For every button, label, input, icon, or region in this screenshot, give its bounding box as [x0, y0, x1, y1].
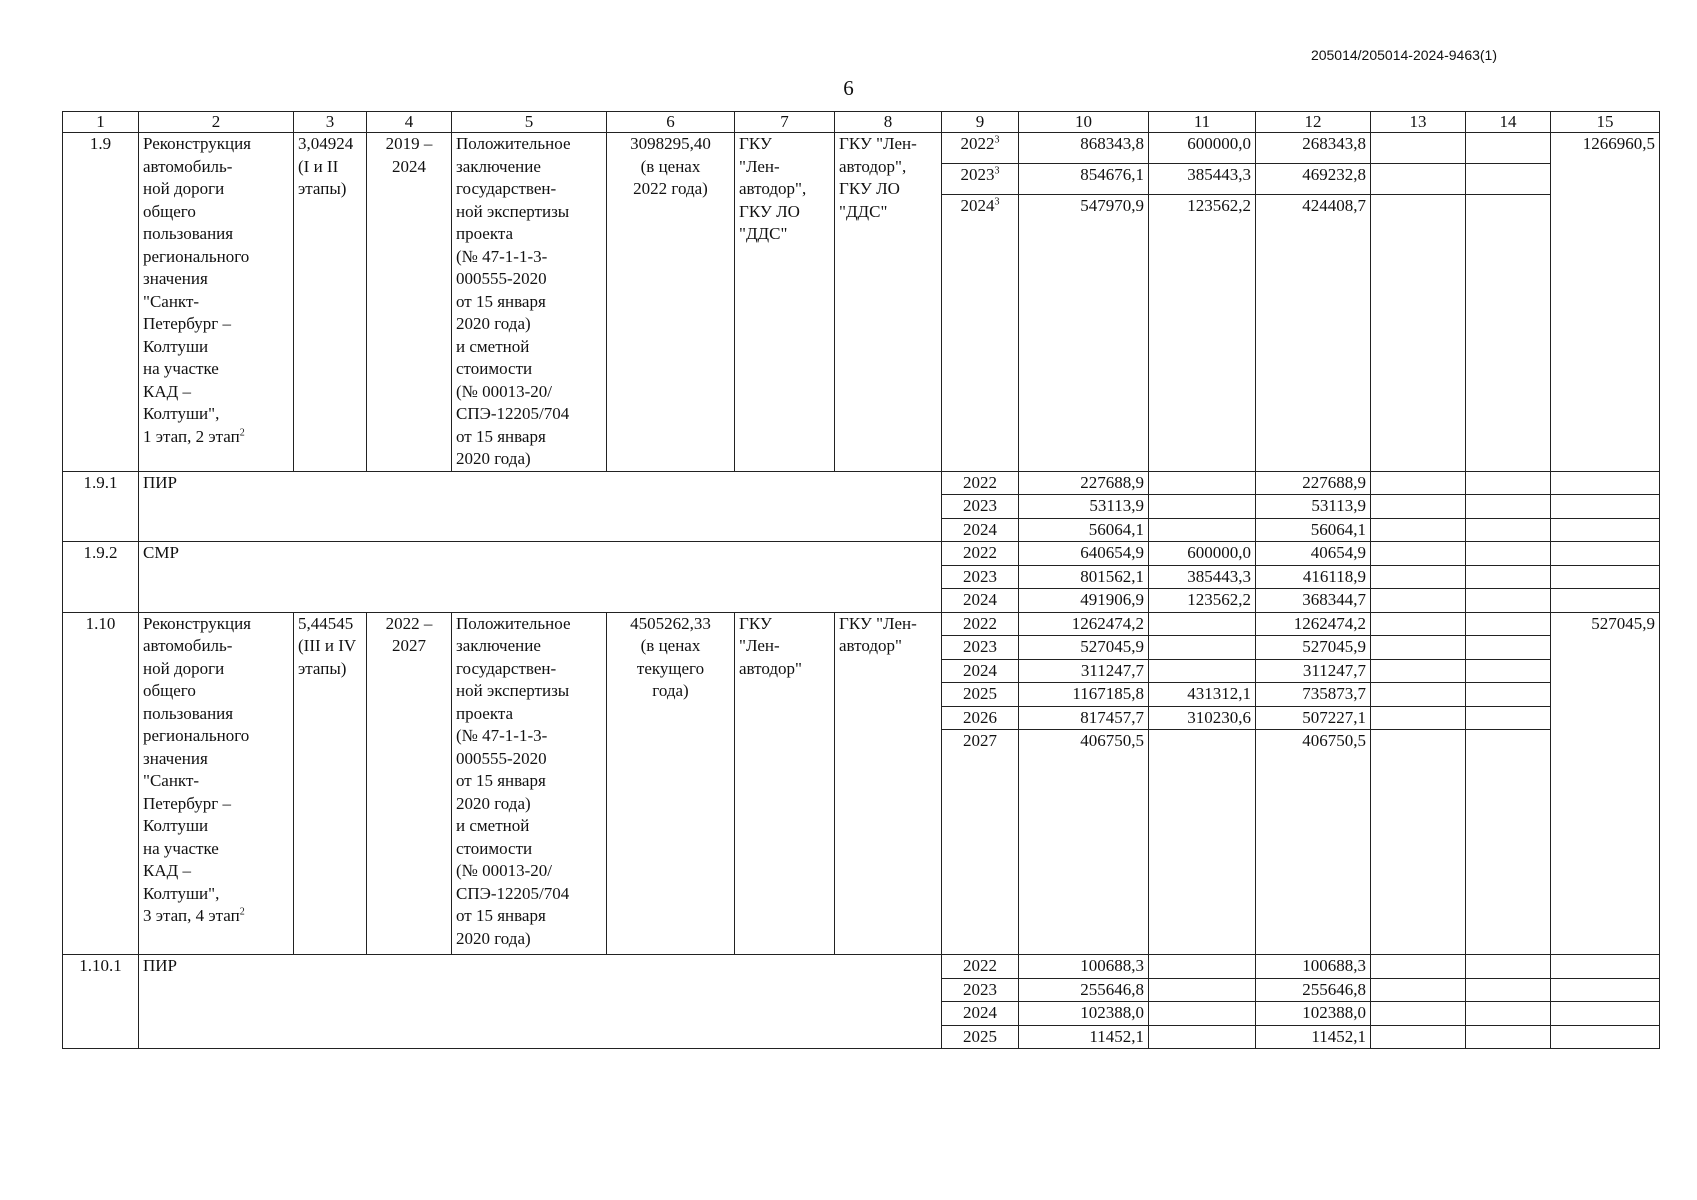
total-value: 406750,5 — [1019, 730, 1149, 955]
year-cell — [942, 978, 1019, 1002]
item-number: 1.10 — [63, 612, 139, 955]
footnote-mark: 3 — [994, 195, 1000, 207]
total-value: 817457,7 — [1019, 706, 1149, 730]
column-number: 6 — [607, 112, 735, 133]
regional-value: 268343,8 — [1256, 133, 1371, 164]
col14-value — [1466, 565, 1551, 589]
federal-value — [1149, 518, 1256, 542]
federal-value — [1149, 495, 1256, 519]
year-cell — [942, 659, 1019, 683]
regional-value: 255646,8 — [1256, 978, 1371, 1002]
item-number: 1.10.1 — [63, 955, 139, 1049]
year-value: 2022 — [963, 543, 997, 562]
col13-value — [1371, 589, 1466, 613]
document-id: 205014/205014-2024-9463(1) — [1310, 47, 1497, 63]
table-row — [63, 471, 1660, 495]
regional-value: 507227,1 — [1256, 706, 1371, 730]
regional-value: 102388,0 — [1256, 1002, 1371, 1026]
footnote-mark: 2 — [239, 426, 245, 438]
col14-value — [1466, 1002, 1551, 1026]
col13-value — [1371, 565, 1466, 589]
regional-value: 416118,9 — [1256, 565, 1371, 589]
item-col15 — [1551, 495, 1660, 519]
item-name — [139, 612, 294, 955]
regional-value: 527045,9 — [1256, 636, 1371, 660]
item-col15 — [1551, 589, 1660, 613]
table-row — [63, 612, 1660, 636]
item-col15: 527045,9 — [1551, 612, 1660, 955]
footnote-mark: 3 — [994, 165, 1000, 177]
col13-value — [1371, 683, 1466, 707]
item-name: СМР — [139, 542, 942, 613]
item-period: 2022 – 2027 — [367, 612, 452, 955]
col14-value — [1466, 589, 1551, 613]
federal-value: 600000,0 — [1149, 542, 1256, 566]
table-row — [63, 133, 1660, 164]
year-cell — [942, 495, 1019, 519]
item-number: 1.9.2 — [63, 542, 139, 613]
federal-value — [1149, 955, 1256, 979]
table-row — [63, 542, 1660, 566]
federal-value — [1149, 612, 1256, 636]
item-name: ПИР — [139, 955, 942, 1049]
year-cell — [942, 542, 1019, 566]
investment-table — [62, 111, 1660, 1049]
col13-value — [1371, 471, 1466, 495]
federal-value — [1149, 978, 1256, 1002]
item-number: 1.9 — [63, 133, 139, 472]
item-customer: ГКУ "Лен- автодор" — [735, 612, 835, 955]
item-cost: 3098295,40 (в ценах 2022 года) — [607, 133, 735, 472]
item-name-text: Реконструкция автомобиль- ной дороги общего пользования регионального значения "Санкт- Петербург – Колтуши на участке КАД – Колтуши", 1 этап, 2 этап — [143, 134, 252, 446]
regional-value: 311247,7 — [1256, 659, 1371, 683]
col14-value — [1466, 542, 1551, 566]
col13-value — [1371, 194, 1466, 471]
item-col15 — [1551, 542, 1660, 566]
col14-value — [1466, 1025, 1551, 1049]
item-col15 — [1551, 955, 1660, 979]
federal-value: 310230,6 — [1149, 706, 1256, 730]
item-col15 — [1551, 978, 1660, 1002]
year-cell — [942, 133, 1019, 164]
col13-value — [1371, 1025, 1466, 1049]
column-number: 4 — [367, 112, 452, 133]
federal-value — [1149, 471, 1256, 495]
federal-value — [1149, 1025, 1256, 1049]
col13-value — [1371, 659, 1466, 683]
column-number: 9 — [942, 112, 1019, 133]
year-value: 2024 — [963, 590, 997, 609]
year-cell — [942, 1002, 1019, 1026]
item-col15 — [1551, 518, 1660, 542]
regional-value: 1262474,2 — [1256, 612, 1371, 636]
total-value: 1262474,2 — [1019, 612, 1149, 636]
col14-value — [1466, 659, 1551, 683]
col14-value — [1466, 194, 1551, 471]
col13-value — [1371, 612, 1466, 636]
year-value: 2024 — [963, 519, 997, 539]
federal-value: 385443,3 — [1149, 163, 1256, 194]
total-value: 527045,9 — [1019, 636, 1149, 660]
col13-value — [1371, 1002, 1466, 1026]
column-number: 3 — [294, 112, 367, 133]
col14-value — [1466, 495, 1551, 519]
year-value: 2024 — [963, 1003, 997, 1022]
federal-value — [1149, 659, 1256, 683]
year-value: 2026 — [963, 707, 997, 727]
item-name-text: Реконструкция автомобиль- ной дороги общего пользования регионального значения "Санкт- Петербург – Колтуши на участке КАД – Колтуши", 3 этап, 4 этап — [143, 613, 252, 925]
year-cell — [942, 730, 1019, 955]
year-value: 2027 — [963, 731, 997, 750]
col13-value — [1371, 706, 1466, 730]
col13-value — [1371, 133, 1466, 164]
total-value: 11452,1 — [1019, 1025, 1149, 1049]
total-value: 227688,9 — [1019, 471, 1149, 495]
item-col15 — [1551, 471, 1660, 495]
regional-value: 40654,9 — [1256, 542, 1371, 566]
page-number: 6 — [843, 76, 854, 100]
federal-value: 431312,1 — [1149, 683, 1256, 707]
footnote-mark: 2 — [239, 906, 245, 918]
year-cell — [942, 955, 1019, 979]
table-row — [63, 955, 1660, 979]
total-value: 53113,9 — [1019, 495, 1149, 519]
column-number: 13 — [1371, 112, 1466, 133]
column-number: 1 — [63, 112, 139, 133]
col14-value — [1466, 636, 1551, 660]
year-value: 2024 — [960, 195, 995, 215]
year-value: 2023 — [963, 637, 997, 656]
year-value: 2023 — [963, 566, 997, 586]
year-cell — [942, 471, 1019, 495]
regional-value: 368344,7 — [1256, 589, 1371, 613]
item-col15: 1266960,5 — [1551, 133, 1660, 472]
regional-value: 424408,7 — [1256, 194, 1371, 471]
federal-value: 600000,0 — [1149, 133, 1256, 164]
total-value: 56064,1 — [1019, 518, 1149, 542]
col14-value — [1466, 955, 1551, 979]
year-cell — [942, 565, 1019, 589]
col14-value — [1466, 133, 1551, 164]
federal-value: 123562,2 — [1149, 194, 1256, 471]
regional-value: 56064,1 — [1256, 518, 1371, 542]
item-developer: ГКУ "Лен- автодор" — [835, 612, 942, 955]
column-number: 15 — [1551, 112, 1660, 133]
col13-value — [1371, 978, 1466, 1002]
total-value: 102388,0 — [1019, 1002, 1149, 1026]
regional-value: 11452,1 — [1256, 1025, 1371, 1049]
item-cost: 4505262,33 (в ценах текущего года) — [607, 612, 735, 955]
column-number: 10 — [1019, 112, 1149, 133]
year-value: 2023 — [963, 979, 997, 999]
column-number: 14 — [1466, 112, 1551, 133]
total-value: 640654,9 — [1019, 542, 1149, 566]
column-number: 5 — [452, 112, 607, 133]
col14-value — [1466, 471, 1551, 495]
col14-value — [1466, 706, 1551, 730]
column-number: 8 — [835, 112, 942, 133]
col14-value — [1466, 730, 1551, 955]
year-cell — [942, 636, 1019, 660]
total-value: 1167185,8 — [1019, 683, 1149, 707]
total-value: 868343,8 — [1019, 133, 1149, 164]
col13-value — [1371, 495, 1466, 519]
column-number: 2 — [139, 112, 294, 133]
item-name: ПИР — [139, 471, 942, 542]
item-number: 1.9.1 — [63, 471, 139, 542]
column-number: 11 — [1149, 112, 1256, 133]
year-cell — [942, 683, 1019, 707]
year-value: 2022 — [963, 613, 997, 633]
col14-value — [1466, 978, 1551, 1002]
col13-value — [1371, 730, 1466, 955]
item-length: 3,04924 (I и II этапы) — [294, 133, 367, 472]
column-number: 12 — [1256, 112, 1371, 133]
total-value: 547970,9 — [1019, 194, 1149, 471]
item-period: 2019 – 2024 — [367, 133, 452, 472]
total-value: 311247,7 — [1019, 659, 1149, 683]
item-customer: ГКУ "Лен- автодор", ГКУ ЛО "ДДС" — [735, 133, 835, 472]
item-length: 5,44545 (III и IV этапы) — [294, 612, 367, 955]
federal-value — [1149, 1002, 1256, 1026]
column-number-row — [63, 112, 1660, 133]
col13-value — [1371, 955, 1466, 979]
item-developer: ГКУ "Лен- автодор", ГКУ ЛО "ДДС" — [835, 133, 942, 472]
column-number: 7 — [735, 112, 835, 133]
federal-value — [1149, 730, 1256, 955]
federal-value — [1149, 636, 1256, 660]
item-name — [139, 133, 294, 472]
year-cell — [942, 612, 1019, 636]
federal-value: 123562,2 — [1149, 589, 1256, 613]
year-value: 2024 — [963, 660, 997, 680]
item-col15 — [1551, 565, 1660, 589]
total-value: 255646,8 — [1019, 978, 1149, 1002]
col13-value — [1371, 636, 1466, 660]
federal-value: 385443,3 — [1149, 565, 1256, 589]
year-value: 2025 — [963, 1026, 997, 1046]
year-value: 2022 — [963, 472, 997, 492]
total-value: 100688,3 — [1019, 955, 1149, 979]
item-col15 — [1551, 1025, 1660, 1049]
col13-value — [1371, 518, 1466, 542]
col13-value — [1371, 163, 1466, 194]
total-value: 854676,1 — [1019, 163, 1149, 194]
col13-value — [1371, 542, 1466, 566]
item-expertise: Положительное заключение государствен- ной экспертизы проекта (№ 47-1-1-3- 000555-2020 от 15 января 2020 года) и сметной стоимости (№ 00013-20/ СПЭ-12205/704 от 15 января 2020 года) — [452, 612, 607, 955]
regional-value: 735873,7 — [1256, 683, 1371, 707]
year-cell — [942, 194, 1019, 471]
year-cell — [942, 518, 1019, 542]
year-value: 2022 — [960, 134, 995, 153]
item-expertise: Положительное заключение государствен- ной экспертизы проекта (№ 47-1-1-3- 000555-2020 от 15 января 2020 года) и сметной стоимости (№ 00013-20/ СПЭ-12205/704 от 15 января 2020 года) — [452, 133, 607, 472]
regional-value: 406750,5 — [1256, 730, 1371, 955]
col14-value — [1466, 518, 1551, 542]
regional-value: 100688,3 — [1256, 955, 1371, 979]
year-value: 2023 — [960, 164, 995, 184]
col14-value — [1466, 683, 1551, 707]
year-cell — [942, 706, 1019, 730]
footnote-mark: 3 — [994, 134, 1000, 146]
year-cell — [942, 1025, 1019, 1049]
total-value: 801562,1 — [1019, 565, 1149, 589]
regional-value: 53113,9 — [1256, 495, 1371, 519]
regional-value: 469232,8 — [1256, 163, 1371, 194]
year-value: 2023 — [963, 496, 997, 515]
item-col15 — [1551, 1002, 1660, 1026]
total-value: 491906,9 — [1019, 589, 1149, 613]
col14-value — [1466, 163, 1551, 194]
col14-value — [1466, 612, 1551, 636]
year-value: 2025 — [963, 684, 997, 703]
year-cell — [942, 589, 1019, 613]
regional-value: 227688,9 — [1256, 471, 1371, 495]
year-cell — [942, 163, 1019, 194]
year-value: 2022 — [963, 956, 997, 975]
